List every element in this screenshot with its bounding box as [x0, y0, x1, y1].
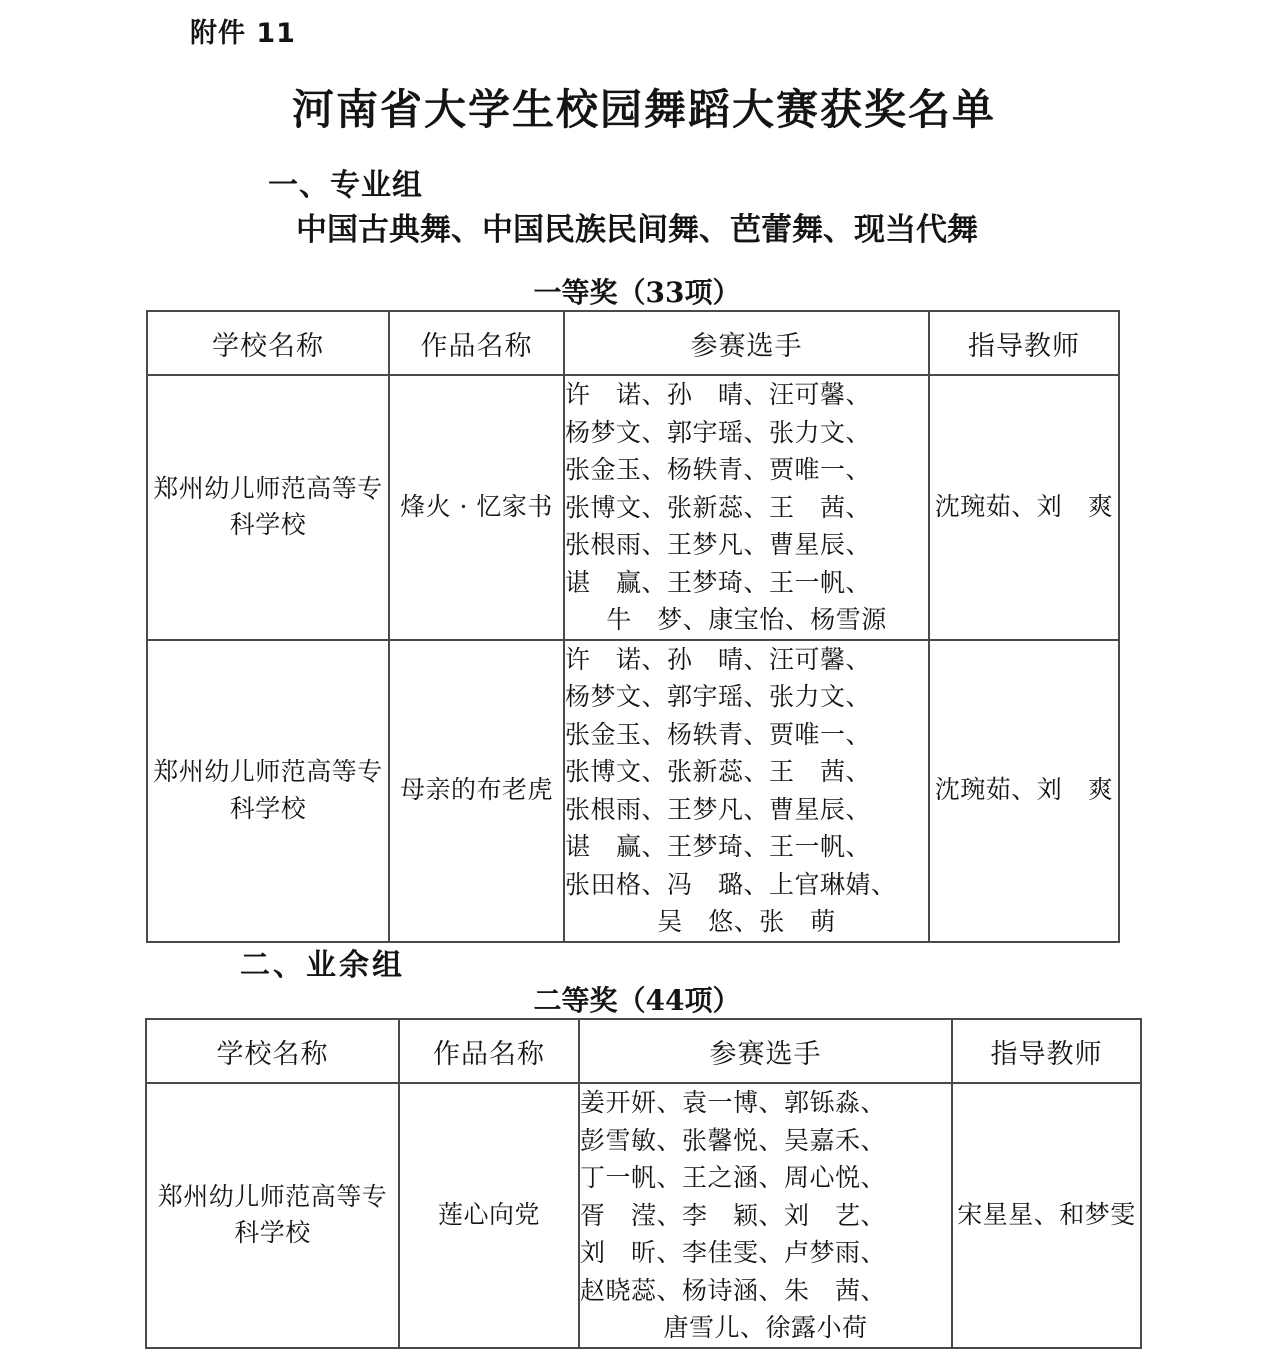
table-row — [147, 375, 1119, 640]
column-header-work: 作品名称 — [399, 1019, 579, 1083]
cell-line: 烽火 · 忆家书 — [400, 492, 553, 522]
section-heading-amateur-group: 二、业余组 — [240, 948, 405, 983]
cell-line: 张博文、张新蕊、王 茜、 — [565, 757, 872, 786]
cell-line: 刘 昕、李佳雯、卢梦雨、 — [580, 1238, 887, 1267]
cell-line: 杨梦文、郭宇瑶、张力文、 — [565, 417, 872, 447]
cell-line: 唐雪儿、徐露小荷 — [663, 1313, 868, 1342]
cell-line: 莲心向党 — [437, 1200, 540, 1230]
cell-line: 牛 梦、康宝怡、杨雪源 — [606, 605, 887, 634]
cell-line: 专科学校 — [229, 474, 383, 540]
column-header-school: 学校名称 — [146, 1019, 399, 1083]
cell-line: 郑州幼儿师范高等 — [153, 757, 358, 787]
cell-line: 吴 悠、张 萌 — [657, 907, 836, 936]
cell-line: 张田格、冯 璐、上官琳婧、 — [565, 869, 897, 899]
cell-players — [564, 640, 929, 942]
cell-line: 许 诺、孙 晴、汪可馨、 — [565, 380, 872, 409]
cell-school — [146, 1083, 399, 1348]
table-row — [147, 640, 1119, 942]
cell-teacher: 宋星星、和梦雯 — [952, 1083, 1141, 1348]
column-header-players: 参赛选手 — [564, 311, 929, 375]
second-prize-table-body — [146, 1083, 1141, 1348]
cell-line: 丁一帆、王之涵、周心悦、 — [580, 1163, 887, 1192]
cell-work — [389, 375, 564, 640]
cell-line: 许 诺、孙 晴、汪可馨、 — [565, 644, 872, 674]
table-header-row — [147, 311, 1119, 375]
cell-line: 专科学校 — [229, 757, 383, 823]
cell-line: 虎 — [527, 775, 554, 805]
cell-line: 母亲的布老 — [399, 775, 528, 805]
column-header-work: 作品名称 — [389, 311, 564, 375]
cell-line: 赵晓蕊、杨诗涵、朱 茜、 — [580, 1275, 887, 1305]
column-header-players: 参赛选手 — [579, 1019, 952, 1083]
cell-line: 杨梦文、郭宇瑶、张力文、 — [565, 682, 872, 711]
section-heading-professional-group: 一、专业组 — [268, 168, 423, 203]
cell-line: 张博文、张新蕊、王 茜、 — [565, 492, 872, 522]
cell-line: 姜开妍、袁一博、郭铄淼、 — [580, 1088, 887, 1117]
section-subheading-dance-categories: 中国古典舞、中国民族民间舞、芭蕾舞、现当代舞 — [296, 212, 978, 248]
cell-school — [147, 640, 389, 942]
page-title: 河南省大学生校园舞蹈大赛获奖名单 — [291, 85, 996, 134]
column-header-teacher: 指导教师 — [929, 311, 1119, 375]
cell-line: 彭雪敏、张馨悦、吴嘉禾、 — [580, 1125, 887, 1155]
attachment-label: 附件 11 — [190, 18, 296, 49]
column-header-teacher: 指导教师 — [952, 1019, 1141, 1083]
cell-line: 张金玉、杨轶青、贾唯一、 — [565, 719, 872, 749]
cell-work — [389, 640, 564, 942]
cell-line: 胥 滢、李 颖、刘 艺、 — [580, 1200, 887, 1230]
table-row — [146, 1083, 1141, 1348]
award-caption-second-prize: 二等奖（44项） — [533, 984, 741, 1017]
cell-school — [147, 375, 389, 640]
cell-teacher: 沈琬茹、刘 爽 — [929, 640, 1119, 942]
cell-players — [579, 1083, 952, 1348]
cell-line: 张根雨、王梦凡、曹星辰、 — [565, 794, 872, 824]
award-caption-first-prize: 一等奖（33项） — [533, 276, 741, 309]
cell-players — [564, 375, 929, 640]
column-header-school: 学校名称 — [147, 311, 389, 375]
cell-line: 张根雨、王梦凡、曹星辰、 — [565, 530, 872, 559]
cell-teacher: 沈琬茹、刘 爽 — [929, 375, 1119, 640]
table-header-row — [146, 1019, 1141, 1083]
first-prize-table — [146, 310, 1120, 943]
first-prize-table-body — [147, 375, 1119, 942]
cell-line: 张金玉、杨轶青、贾唯一、 — [565, 455, 872, 484]
second-prize-table — [145, 1018, 1142, 1349]
cell-line: 谌 赢、王梦琦、王一帆、 — [565, 832, 872, 861]
cell-work — [399, 1083, 579, 1348]
cell-line: 谌 赢、王梦琦、王一帆、 — [565, 567, 872, 597]
cell-line: 等专科学校 — [234, 1182, 388, 1248]
cell-line: 郑州幼儿师范高 — [157, 1182, 337, 1211]
cell-line: 郑州幼儿师范高等 — [153, 474, 358, 503]
